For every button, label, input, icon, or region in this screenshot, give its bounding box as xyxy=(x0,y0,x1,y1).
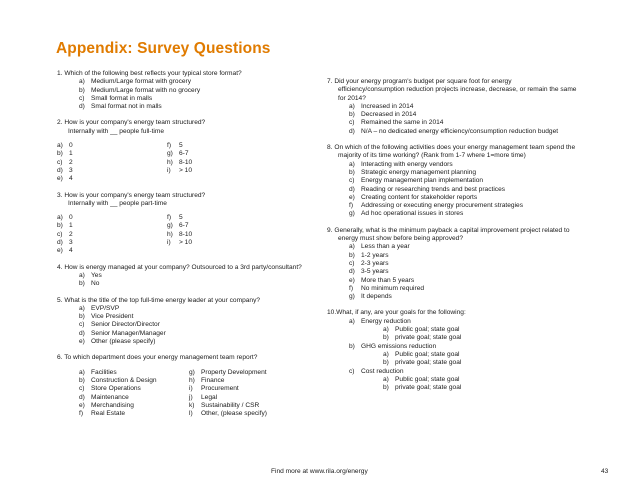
answer-option xyxy=(349,243,589,251)
option-letter: e) xyxy=(79,338,85,346)
answer-list xyxy=(57,214,167,255)
option-text: Addressing or executing energy procurement strategies xyxy=(361,202,524,210)
option-text: Energy reduction xyxy=(361,317,411,325)
option-text: Remained the same in 2014 xyxy=(361,119,444,127)
answer-option xyxy=(349,268,589,276)
option-text: 8-10 xyxy=(179,158,193,166)
option-letter: i) xyxy=(189,385,193,393)
answer-option xyxy=(57,150,167,158)
option-text: Public goal; state goal xyxy=(395,350,460,358)
answer-grid xyxy=(57,369,319,419)
question-text: 4. How is energy managed at your company? Outsourced to a 3rd party/consultant? xyxy=(57,263,302,271)
goal-group xyxy=(327,368,589,376)
answer-option xyxy=(79,272,319,280)
option-text: 2 xyxy=(69,158,73,166)
option-letter: d) xyxy=(57,239,63,247)
option-text: Ad hoc operational issues in stores xyxy=(361,210,464,218)
option-text: Medium/Large format with no grocery xyxy=(91,86,201,94)
answer-option xyxy=(189,394,299,402)
option-letter: a) xyxy=(79,304,85,312)
footer-link[interactable]: Find more at www.rila.org/energy xyxy=(271,468,368,475)
answer-option xyxy=(349,186,589,194)
option-letter: e) xyxy=(349,193,355,201)
option-text: EVP/SVP xyxy=(91,304,120,312)
option-text: 0 xyxy=(69,142,73,150)
answer-grid xyxy=(57,142,319,183)
question-text: 2. How is your company's energy team structured? xyxy=(57,119,206,127)
option-letter: d) xyxy=(79,103,85,111)
answer-option xyxy=(349,277,589,285)
option-letter: f) xyxy=(349,202,354,210)
question-2 xyxy=(57,119,319,183)
answer-option xyxy=(349,111,589,119)
option-letter: c) xyxy=(349,367,355,375)
goal-sub-options xyxy=(327,326,589,343)
answer-option xyxy=(57,247,167,255)
option-letter: a) xyxy=(349,317,355,325)
option-letter: a) xyxy=(79,78,85,86)
answer-option xyxy=(79,95,319,103)
option-text: Medium/Large format with grocery xyxy=(91,78,192,86)
option-letter: d) xyxy=(349,127,355,135)
answer-option xyxy=(349,260,589,268)
answer-option xyxy=(167,214,277,222)
answer-option xyxy=(79,369,189,377)
question-text-continued xyxy=(327,152,589,160)
answer-option xyxy=(189,369,299,377)
answer-option xyxy=(79,87,319,95)
answer-option xyxy=(167,150,277,158)
option-text: > 10 xyxy=(179,239,193,247)
answer-list xyxy=(327,243,589,301)
option-letter: g) xyxy=(349,210,355,218)
answer-option xyxy=(167,231,277,239)
answer-list xyxy=(327,161,589,219)
option-text: Yes xyxy=(91,271,102,279)
option-text: 5 xyxy=(179,142,183,150)
option-letter: d) xyxy=(57,166,63,174)
option-letter: b) xyxy=(79,280,85,288)
option-letter: j) xyxy=(189,393,193,401)
option-text: 8-10 xyxy=(179,230,193,238)
question-text-line: majority of its time working? (Rank from 1-7 where 1=more time) xyxy=(338,152,526,160)
answer-option xyxy=(167,159,277,167)
option-text: Cost reduction xyxy=(361,367,404,375)
answer-list xyxy=(167,214,277,255)
option-letter: g) xyxy=(189,368,195,376)
question-7 xyxy=(327,78,589,136)
answer-option xyxy=(79,410,189,418)
option-letter: c) xyxy=(349,119,355,127)
option-letter: a) xyxy=(383,350,389,358)
option-letter: a) xyxy=(349,160,355,168)
option-letter: g) xyxy=(349,293,355,301)
answer-option xyxy=(349,285,589,293)
option-letter: i) xyxy=(167,166,171,174)
option-letter: c) xyxy=(349,177,355,185)
option-text: Less than a year xyxy=(361,243,410,251)
option-text: Other (please specify) xyxy=(91,338,156,346)
option-text: Store Operations xyxy=(91,385,141,393)
answer-option xyxy=(349,103,589,111)
option-letter: b) xyxy=(349,251,355,259)
option-letter: d) xyxy=(79,393,85,401)
option-letter: b) xyxy=(79,376,85,384)
option-text: Other, (please specify) xyxy=(201,410,267,418)
answer-option xyxy=(57,175,167,183)
answer-option xyxy=(79,385,189,393)
option-letter: b) xyxy=(383,359,389,367)
question-text-continued xyxy=(327,235,589,243)
answer-option xyxy=(79,78,319,86)
question-subtext: Internally with __ people part-time xyxy=(68,199,167,207)
answer-option xyxy=(57,231,167,239)
question-8 xyxy=(327,144,589,219)
option-text: N/A – no dedicated energy efficiency/consumption reduction budget xyxy=(361,127,559,135)
answer-option xyxy=(79,394,189,402)
answer-option xyxy=(167,222,277,230)
option-text: 5 xyxy=(179,214,183,222)
option-text: Merchandising xyxy=(91,401,134,409)
question-text: 3. How is your company's energy team structured? xyxy=(57,191,206,199)
question-10 xyxy=(327,309,589,392)
option-text: Procurement xyxy=(201,385,239,393)
answer-option xyxy=(383,384,589,392)
option-text: Public goal; state goal xyxy=(395,375,460,383)
option-letter: g) xyxy=(167,222,173,230)
answer-option xyxy=(383,334,589,342)
answer-option xyxy=(57,222,167,230)
option-letter: c) xyxy=(79,94,85,102)
option-letter: a) xyxy=(349,243,355,251)
option-text: No xyxy=(91,280,100,288)
option-letter: c) xyxy=(349,259,355,267)
option-letter: e) xyxy=(349,276,355,284)
question-text-line: energy must show before being approved? xyxy=(338,235,463,243)
answer-list xyxy=(57,142,167,183)
option-text: 4 xyxy=(69,175,73,183)
answer-option xyxy=(349,128,589,136)
option-text: Strategic energy management planning xyxy=(361,168,477,176)
answer-option xyxy=(349,293,589,301)
option-letter: f) xyxy=(349,284,354,292)
option-letter: e) xyxy=(57,247,63,255)
option-text: Real Estate xyxy=(91,410,126,418)
answer-option xyxy=(79,280,319,288)
option-letter: f) xyxy=(167,214,172,222)
answer-option xyxy=(57,239,167,247)
question-text-line: for 2014? xyxy=(338,94,366,102)
answer-option xyxy=(349,119,589,127)
option-text: 3-5 years xyxy=(361,268,389,276)
option-letter: a) xyxy=(349,102,355,110)
option-letter: c) xyxy=(57,158,63,166)
answer-option xyxy=(79,313,319,321)
question-5 xyxy=(57,297,319,347)
option-text: More than 5 years xyxy=(361,276,415,284)
question-subtext: Internally with __ people full-time xyxy=(68,127,165,135)
option-text: Reading or researching trends and best practices xyxy=(361,185,506,193)
answer-option xyxy=(79,377,189,385)
question-1 xyxy=(57,70,319,111)
option-letter: h) xyxy=(167,158,173,166)
option-text: private goal; state goal xyxy=(395,334,462,342)
question-text: 5. What is the title of the top full-time energy leader at your company? xyxy=(57,296,261,304)
answer-option xyxy=(349,252,589,260)
answer-option xyxy=(57,214,167,222)
option-text: 2 xyxy=(69,230,73,238)
answer-option xyxy=(383,376,589,384)
right-column xyxy=(327,78,589,400)
option-letter: a) xyxy=(57,142,63,150)
option-letter: d) xyxy=(349,185,355,193)
goal-group xyxy=(327,343,589,351)
option-text: 6-7 xyxy=(179,150,189,158)
option-text: Facilities xyxy=(91,368,117,376)
option-text: Vice President xyxy=(91,313,134,321)
answer-option xyxy=(349,194,589,202)
answer-option xyxy=(189,377,299,385)
answer-grid xyxy=(57,214,319,255)
answer-option xyxy=(349,161,589,169)
option-text: Finance xyxy=(201,376,225,384)
option-letter: b) xyxy=(349,168,355,176)
option-text: Small format in malls xyxy=(91,94,153,102)
option-text: Construction & Design xyxy=(91,376,157,384)
option-text: Public goal; state goal xyxy=(395,326,460,334)
answer-option xyxy=(349,177,589,185)
answer-option xyxy=(79,402,189,410)
answer-option xyxy=(79,338,319,346)
answer-option xyxy=(167,142,277,150)
option-text: Legal xyxy=(201,393,218,401)
option-text: Property Development xyxy=(201,368,267,376)
option-text: Increased in 2014 xyxy=(361,102,414,110)
option-text: Sustainability / CSR xyxy=(201,401,260,409)
option-letter: a) xyxy=(79,271,85,279)
answer-option xyxy=(57,167,167,175)
answer-option xyxy=(79,330,319,338)
option-text: Senior Director/Director xyxy=(91,321,160,329)
option-text: 6-7 xyxy=(179,222,189,230)
answer-list xyxy=(189,369,299,419)
option-text: GHG emissions reduction xyxy=(361,342,437,350)
answer-option xyxy=(57,142,167,150)
answer-option xyxy=(383,351,589,359)
option-letter: b) xyxy=(79,313,85,321)
option-text: No minimum required xyxy=(361,284,425,292)
question-9 xyxy=(327,227,589,302)
answer-list xyxy=(57,78,319,111)
option-text: 1-2 years xyxy=(361,251,389,259)
goal-sub-options xyxy=(327,376,589,393)
goal-group xyxy=(327,318,589,326)
question-text: 1. Which of the following best reflects your typical store format? xyxy=(57,70,242,77)
question-4 xyxy=(57,264,319,289)
option-letter: b) xyxy=(57,222,63,230)
option-text: Creating content for stakeholder reports xyxy=(361,193,478,201)
answer-list xyxy=(327,103,589,136)
option-text: > 10 xyxy=(179,166,193,174)
answer-option xyxy=(79,305,319,313)
option-letter: f) xyxy=(167,142,172,150)
answer-list xyxy=(167,142,277,183)
question-6 xyxy=(57,354,319,418)
option-text: 4 xyxy=(69,247,73,255)
goal-sub-options xyxy=(327,351,589,368)
question-text: 9. Generally, what is the minimum payback a capital improvement project related to xyxy=(327,226,570,234)
answer-option xyxy=(349,202,589,210)
option-letter: c) xyxy=(79,321,85,329)
option-letter: f) xyxy=(79,410,84,418)
option-letter: b) xyxy=(349,111,355,119)
question-text-line: efficiency/consumption reduction projects increase, decrease, or remain the same xyxy=(338,86,577,94)
answer-option xyxy=(167,167,277,175)
option-text: Energy management plan implementation xyxy=(361,177,484,185)
option-letter: a) xyxy=(383,375,389,383)
answer-option xyxy=(189,410,299,418)
answer-option xyxy=(383,359,589,367)
question-text: 7. Did your energy program's budget per square foot for energy xyxy=(327,78,512,85)
answer-option xyxy=(349,169,589,177)
question-text: 10.What, if any, are your goals for the following: xyxy=(327,309,466,317)
option-letter: h) xyxy=(189,376,195,384)
answer-list xyxy=(57,305,319,346)
page-number: 43 xyxy=(601,468,609,475)
option-text: It depends xyxy=(361,293,392,301)
option-text: 0 xyxy=(69,214,73,222)
option-letter: b) xyxy=(383,384,389,392)
answer-list xyxy=(79,369,189,419)
option-letter: b) xyxy=(79,86,85,94)
option-text: 1 xyxy=(69,150,73,158)
option-letter: b) xyxy=(383,334,389,342)
answer-option xyxy=(189,402,299,410)
option-text: 2-3 years xyxy=(361,259,389,267)
option-text: 3 xyxy=(69,166,73,174)
question-text: 8. On which of the following activities does your energy management team spend the xyxy=(327,144,576,152)
answer-option xyxy=(167,239,277,247)
option-letter: g) xyxy=(167,150,173,158)
option-text: Maintenance xyxy=(91,393,129,401)
option-letter: e) xyxy=(57,175,63,183)
question-text-continued xyxy=(327,86,589,103)
option-letter: d) xyxy=(349,268,355,276)
option-letter: k) xyxy=(189,401,195,409)
option-text: Interacting with energy vendors xyxy=(361,160,453,168)
option-text: Decreased in 2014 xyxy=(361,111,417,119)
option-letter: c) xyxy=(57,230,63,238)
option-letter: b) xyxy=(57,150,63,158)
question-3 xyxy=(57,192,319,256)
option-text: private goal; state goal xyxy=(395,384,462,392)
question-text: 6. To which department does your energy management team report? xyxy=(57,354,258,362)
answer-option xyxy=(79,103,319,111)
left-column xyxy=(57,70,319,426)
answer-option xyxy=(349,210,589,218)
answer-option xyxy=(383,326,589,334)
page-title: Appendix: Survey Questions xyxy=(56,40,271,57)
option-text: Senior Manager/Manager xyxy=(91,329,166,337)
option-text: Smal format not in malls xyxy=(91,103,162,111)
option-letter: e) xyxy=(79,401,85,409)
option-letter: i) xyxy=(167,239,171,247)
option-letter: a) xyxy=(383,326,389,334)
goal-groups xyxy=(327,318,589,393)
answer-option xyxy=(57,159,167,167)
option-text: private goal; state goal xyxy=(395,359,462,367)
answer-option xyxy=(79,321,319,329)
option-letter: c) xyxy=(79,385,85,393)
option-text: 3 xyxy=(69,239,73,247)
option-letter: b) xyxy=(349,342,355,350)
option-text: 1 xyxy=(69,222,73,230)
option-letter: l) xyxy=(189,410,193,418)
option-letter: d) xyxy=(79,329,85,337)
answer-list xyxy=(57,272,319,289)
answer-option xyxy=(189,385,299,393)
option-letter: a) xyxy=(79,368,85,376)
option-letter: h) xyxy=(167,230,173,238)
option-letter: a) xyxy=(57,214,63,222)
